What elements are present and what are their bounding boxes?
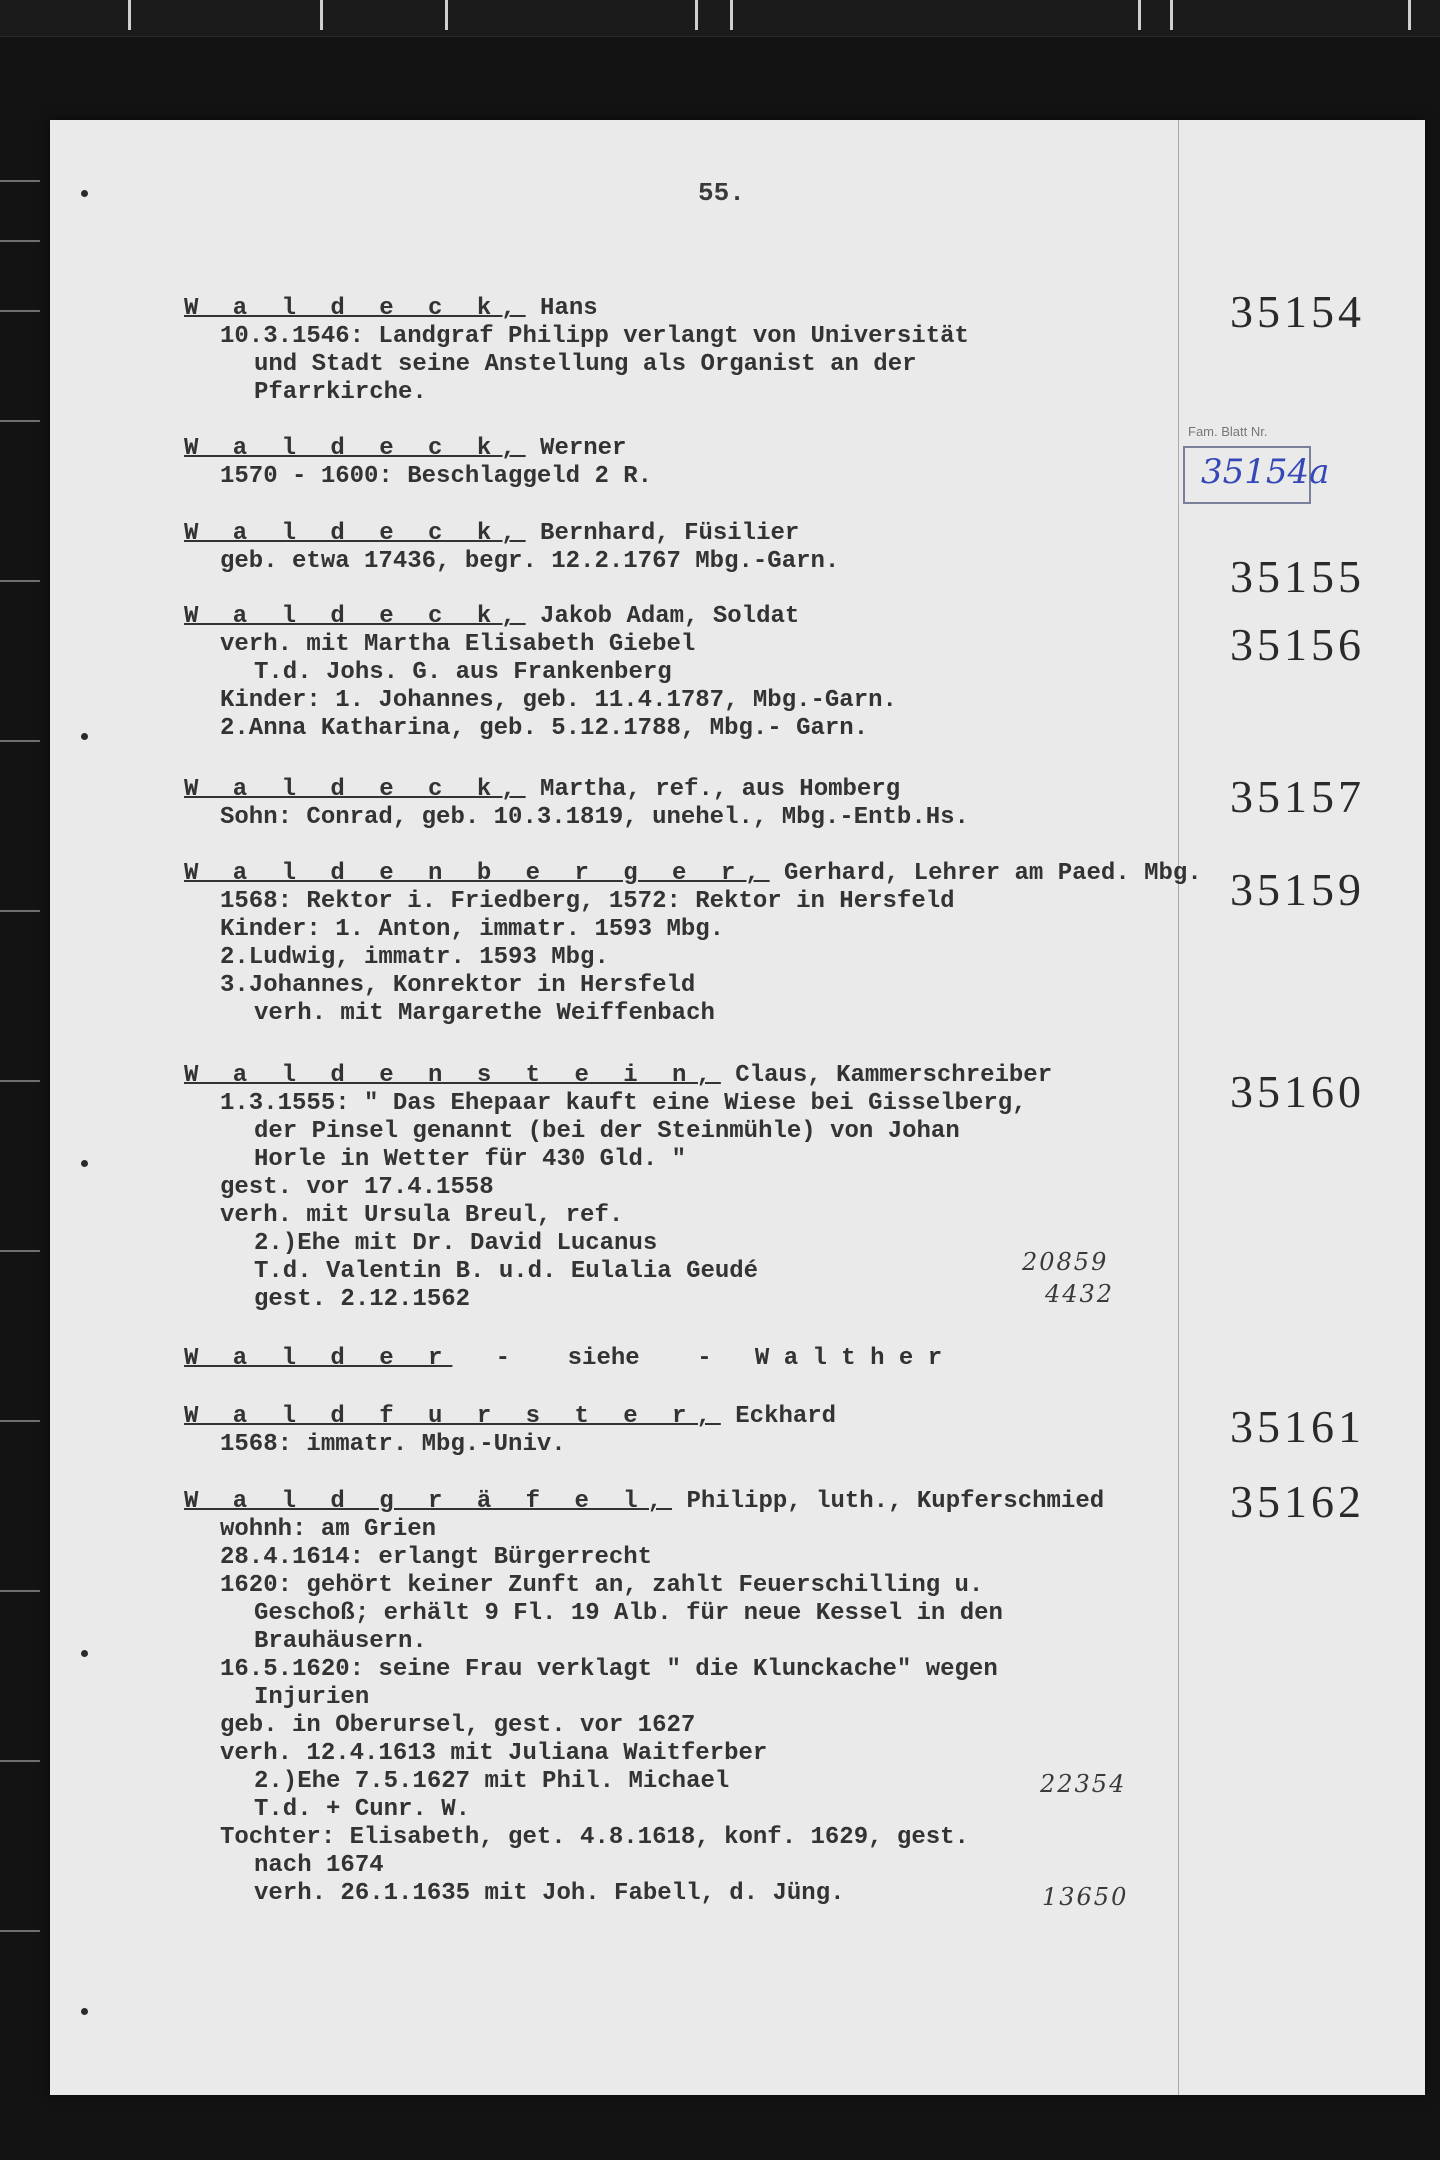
handwritten-note: 13650 <box>1042 1883 1129 1911</box>
entry-line: 1620: gehört keiner Zunft an, zahlt Feuerschilling u. <box>220 1572 984 1599</box>
film-tick <box>445 0 448 30</box>
entry-waldeck-werner <box>184 435 1184 491</box>
family-number: 35161 <box>1230 1401 1365 1452</box>
film-mark <box>0 420 40 422</box>
entry-line: T.d. Valentin B. u.d. Eulalia Geudé <box>254 1258 759 1285</box>
family-number: 35156 <box>1230 619 1365 670</box>
handwritten-note: 4432 <box>1045 1280 1115 1308</box>
entry-line: T.d. + Cunr. W. <box>254 1796 471 1823</box>
entry-line: wohnh: am Grien <box>220 1516 437 1543</box>
entry-line: verh. 12.4.1613 mit Juliana Waitferber <box>220 1740 768 1767</box>
entry-line: und Stadt seine Anstellung als Organist an der <box>254 351 917 378</box>
surname: W a l d e c k, <box>184 520 526 547</box>
film-left-strip <box>0 130 46 2080</box>
entry-line: Tochter: Elisabeth, get. 4.8.1618, konf. 1629, gest. <box>220 1824 969 1851</box>
film-tick <box>320 0 323 30</box>
entry-heading <box>184 1062 1184 1090</box>
surname: W a l d g r ä f e l, <box>184 1488 673 1515</box>
film-mark <box>0 1250 40 1252</box>
entry-line: 1.3.1555: " Das Ehepaar kauft eine Wiese bei Gisselberg, <box>220 1090 1027 1117</box>
entry-waldenberger <box>184 860 1202 1028</box>
entry-heading <box>184 1345 1184 1373</box>
punch-hole <box>81 1650 88 1657</box>
entry-line: verh. 26.1.1635 mit Joh. Fabell, d. Jüng. <box>254 1880 845 1907</box>
entry-line: geb. in Oberursel, gest. vor 1627 <box>220 1712 696 1739</box>
handwritten-note: 20859 <box>1022 1248 1109 1276</box>
entry-line: 2.)Ehe 7.5.1627 mit Phil. Michael <box>254 1768 730 1795</box>
entry-waldeck-jakob <box>184 603 1184 743</box>
surname: W a l d e c k, <box>184 776 526 803</box>
entry-waldeck-bernhard <box>184 520 1184 576</box>
surname: W a l d e c k, <box>184 603 526 630</box>
film-tick <box>128 0 131 30</box>
given-name: Werner <box>525 435 627 462</box>
entry-line: 2.Anna Katharina, geb. 5.12.1788, Mbg.- Garn. <box>220 715 869 742</box>
entry-line: der Pinsel genannt (bei der Steinmühle) von Johan <box>254 1118 960 1145</box>
entry-line: 2.Ludwig, immatr. 1593 Mbg. <box>220 944 609 971</box>
stamped-family-number: 35154a <box>1183 446 1311 504</box>
film-mark <box>0 740 40 742</box>
surname: W a l d e c k, <box>184 435 526 462</box>
entry-heading <box>184 603 1184 631</box>
given-name: Jakob Adam, Soldat <box>525 603 800 630</box>
film-top-strip <box>0 0 1440 37</box>
entry-walder <box>184 1345 1184 1373</box>
punch-hole <box>81 2008 88 2015</box>
punch-hole <box>81 1160 88 1167</box>
entry-line: gest. vor 17.4.1558 <box>220 1174 494 1201</box>
handwritten-note: 22354 <box>1040 1770 1127 1798</box>
given-name: Claus, Kammerschreiber <box>720 1062 1053 1089</box>
entry-heading <box>184 1403 1184 1431</box>
entry-waldeck-hans <box>184 295 1184 407</box>
entry-line: Kinder: 1. Anton, immatr. 1593 Mbg. <box>220 916 725 943</box>
entry-line: geb. etwa 17436, begr. 12.2.1767 Mbg.-Garn. <box>220 548 840 575</box>
entry-line: Kinder: 1. Johannes, geb. 11.4.1787, Mbg.-Garn. <box>220 687 897 714</box>
film-tick <box>695 0 698 30</box>
given-name: Philipp, luth., Kupferschmied <box>672 1488 1105 1515</box>
entry-heading <box>184 776 1184 804</box>
entry-line: 1568: Rektor i. Friedberg, 1572: Rektor in Hersfeld <box>220 888 955 915</box>
family-number: 35162 <box>1230 1476 1365 1527</box>
given-name: Bernhard, Füsilier <box>525 520 800 547</box>
entry-line: 1570 - 1600: Beschlaggeld 2 R. <box>220 463 653 490</box>
film-tick <box>1170 0 1173 30</box>
entry-waldenstein <box>184 1062 1184 1314</box>
entry-line: 10.3.1546: Landgraf Philipp verlangt von Universität <box>220 323 969 350</box>
film-mark <box>0 180 40 182</box>
punch-hole <box>81 190 88 197</box>
entry-heading <box>184 435 1184 463</box>
family-number: 35154 <box>1230 286 1365 337</box>
entry-heading <box>184 860 1202 888</box>
family-number: 35157 <box>1230 771 1365 822</box>
given-name: Eckhard <box>720 1403 837 1430</box>
entry-line: verh. mit Martha Elisabeth Giebel <box>220 631 696 658</box>
film-mark <box>0 1080 40 1082</box>
family-number: 35160 <box>1230 1066 1365 1117</box>
film-mark <box>0 1590 40 1592</box>
entry-waldeck-martha <box>184 776 1184 832</box>
film-tick <box>730 0 733 30</box>
entry-line: verh. mit Ursula Breul, ref. <box>220 1202 624 1229</box>
surname: W a l d e n s t e i n, <box>184 1062 721 1089</box>
entry-line: 1568: immatr. Mbg.-Univ. <box>220 1431 566 1458</box>
given-name: - siehe - W a l t h e r <box>452 1345 943 1372</box>
entry-waldfurster <box>184 1403 1184 1459</box>
entry-line: nach 1674 <box>254 1852 384 1879</box>
entry-line: 3.Johannes, Konrektor in Hersfeld <box>220 972 696 999</box>
entry-heading <box>184 295 1184 323</box>
entry-line: 28.4.1614: erlangt Bürgerrecht <box>220 1544 653 1571</box>
entry-heading <box>184 520 1184 548</box>
given-name: Martha, ref., aus Homberg <box>525 776 901 803</box>
given-name: Hans <box>525 295 598 322</box>
film-mark <box>0 1930 40 1932</box>
entry-line: Pfarrkirche. <box>254 379 427 406</box>
entry-line: T.d. Johs. G. aus Frankenberg <box>254 659 672 686</box>
entry-line: Horle in Wetter für 430 Gld. " <box>254 1146 687 1173</box>
entry-line: Sohn: Conrad, geb. 10.3.1819, unehel., Mbg.-Entb.Hs. <box>220 804 969 831</box>
entry-line: Brauhäusern. <box>254 1628 427 1655</box>
entry-line: Geschoß; erhält 9 Fl. 19 Alb. für neue Kessel in den <box>254 1600 1003 1627</box>
surname: W a l d f u r s t e r, <box>184 1403 721 1430</box>
family-number: 35159 <box>1230 864 1365 915</box>
surname: W a l d e n b e r g e r, <box>184 860 770 887</box>
entry-line: 16.5.1620: seine Frau verklagt " die Klunckache" wegen <box>220 1656 998 1683</box>
entry-line: verh. mit Margarethe Weiffenbach <box>254 1000 715 1027</box>
family-number: 35155 <box>1230 551 1365 602</box>
entry-waldgraefel <box>184 1488 1184 1908</box>
surname: W a l d e c k, <box>184 295 526 322</box>
punch-hole <box>81 733 88 740</box>
document-page <box>50 120 1425 2095</box>
entry-line: Injurien <box>254 1684 370 1711</box>
film-tick <box>1138 0 1141 30</box>
film-mark <box>0 910 40 912</box>
film-mark <box>0 1420 40 1422</box>
given-name: Gerhard, Lehrer am Paed. Mbg. <box>769 860 1202 887</box>
page-number: 55. <box>698 178 745 208</box>
film-mark <box>0 240 40 242</box>
film-mark <box>0 310 40 312</box>
entry-line: 2.)Ehe mit Dr. David Lucanus <box>254 1230 658 1257</box>
entry-line: gest. 2.12.1562 <box>254 1286 471 1313</box>
file-label: Fam. Blatt Nr. <box>1188 424 1268 439</box>
entry-heading <box>184 1488 1184 1516</box>
surname: W a l d e r <box>184 1345 453 1372</box>
film-mark <box>0 1760 40 1762</box>
film-mark <box>0 580 40 582</box>
film-tick <box>1408 0 1411 30</box>
